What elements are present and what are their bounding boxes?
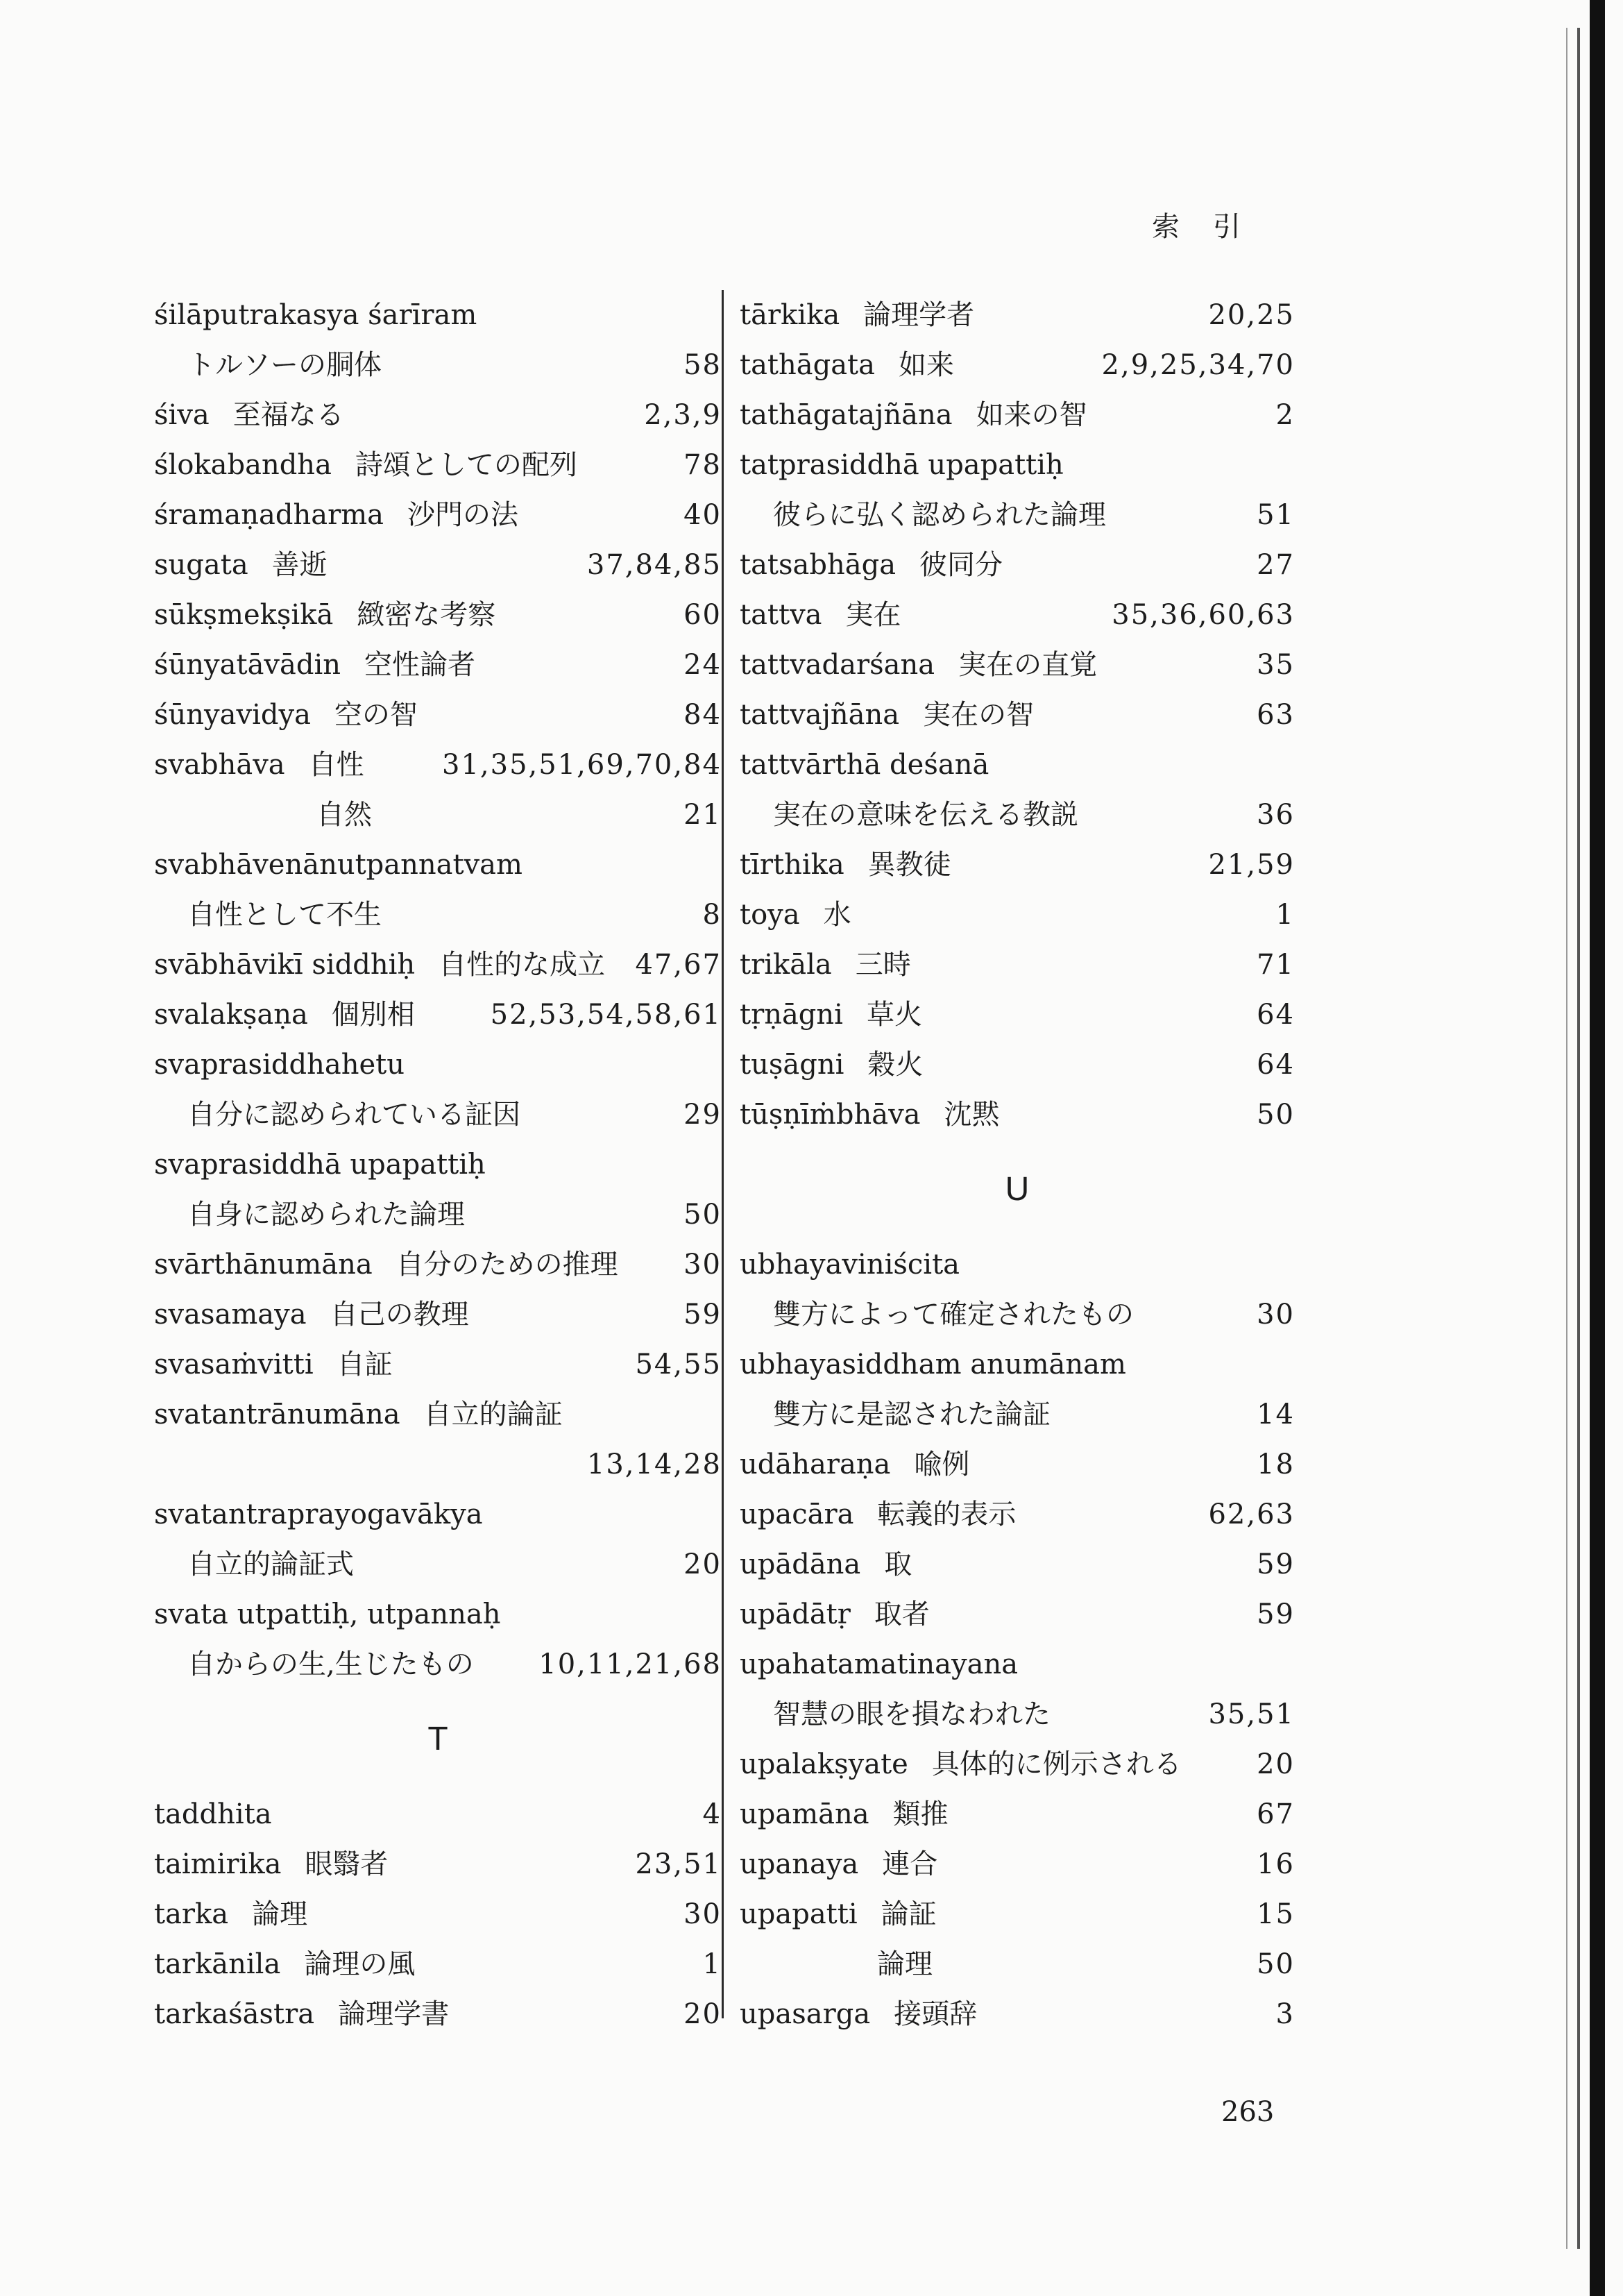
index-entry [740,290,1295,340]
entry-term: upādātṛ [740,1598,851,1630]
entry-pages: 63 [1257,699,1295,731]
index-entry [740,840,1295,890]
entry-pages: 20 [683,1998,722,2030]
index-entry [740,990,1295,1040]
index-entry [740,1689,1295,1739]
entry-translation: 論理 [252,1898,308,1930]
index-entry [154,1989,722,2039]
entry-translation: 論理学者 [863,299,975,331]
entry-pages: 50 [1257,1948,1295,1980]
entry-pages: 2,3,9 [644,399,722,431]
entry-translation: 論理 [877,1948,933,1980]
scan-edge-line [1566,28,1567,2249]
entry-translation: 具体的に例示される [931,1748,1182,1780]
entry-term: svābhāvikī siddhiḥ [154,949,416,981]
entry-translation: 実在の智 [923,699,1035,731]
index-entry [740,1639,1295,1689]
entry-term: upamāna [740,1798,869,1830]
index-entry [154,740,722,790]
entry-translation: 彼同分 [919,549,1003,581]
index-entry [154,1290,722,1340]
index-entry [154,790,722,840]
entry-term: upādāna [740,1548,861,1580]
entry-pages: 54,55 [635,1349,722,1381]
entry-translation: 論理の風 [304,1948,416,1980]
entry-term: svaprasiddhā upapattiḥ [154,1149,486,1181]
entry-pages: 2 [1275,399,1295,431]
entry-pages: 24 [683,649,722,681]
entry-pages: 21 [683,799,722,831]
entry-term: svabhāva [154,749,285,781]
index-entry [154,1390,722,1440]
index-entry [154,290,722,340]
entry-pages: 2,9,25,34,70 [1101,349,1295,381]
index-entry [154,640,722,690]
entry-translation: 取者 [874,1598,930,1630]
entry-translation: 空の智 [334,699,418,731]
entry-pages: 13,14,28 [586,1449,722,1480]
entry-pages: 78 [683,449,722,481]
entry-translation: 草火 [866,999,922,1031]
index-entry [740,1440,1295,1489]
index-entry [154,440,722,490]
entry-translation: 個別相 [331,999,415,1031]
entry-term: tīrthika [740,849,844,881]
index-entry [154,340,722,390]
entry-pages: 58 [683,349,722,381]
entry-translation: 実在の意味を伝える教説 [773,799,1078,831]
entry-pages: 52,53,54,58,61 [490,999,722,1031]
entry-term: taddhita [154,1798,272,1830]
entry-term: svasaṁvitti [154,1349,314,1381]
entry-translation: 雙方に是認された論証 [773,1399,1051,1430]
entry-translation: 自性 [308,749,364,781]
entry-pages: 10,11,21,68 [538,1648,722,1680]
entry-pages: 15 [1257,1898,1295,1930]
index-entry [154,940,722,990]
index-entry [740,1839,1295,1889]
entry-pages: 30 [683,1249,722,1281]
entry-term: svaprasiddhahetu [154,1049,405,1081]
index-entry [154,990,722,1040]
index-entry [740,1090,1295,1140]
entry-translation: 空性論者 [364,649,476,681]
entry-term: svata utpattiḥ, utpannaḥ [154,1598,501,1630]
index-entry [154,1040,722,1090]
entry-translation: 善逝 [271,549,328,581]
entry-translation: トルソーの胴体 [187,349,382,381]
index-entry [154,1489,722,1539]
entry-pages: 14 [1257,1399,1295,1430]
entry-term: tūṣṇīṁbhāva [740,1099,921,1131]
entry-term: upacāra [740,1499,854,1530]
index-entry [740,440,1295,490]
entry-pages: 50 [683,1199,722,1231]
entry-pages: 64 [1257,999,1295,1031]
entry-translation: 論証 [881,1898,937,1930]
entry-pages: 20 [1257,1748,1295,1780]
index-entry [154,1140,722,1190]
entry-translation: 自己の教理 [330,1299,469,1331]
index-entry [740,940,1295,990]
entry-pages: 59 [683,1299,722,1331]
entry-term: svārthānumāna [154,1249,373,1281]
entry-translation: 自証 [337,1349,393,1381]
index-entry [740,540,1295,590]
entry-translation: 異教徒 [867,849,951,881]
entry-translation: 自性的な成立 [439,949,606,981]
entry-translation: 実在 [845,599,901,631]
entry-translation: 取 [884,1548,912,1580]
entry-term: tṛṇāgni [740,999,843,1031]
index-entry [154,890,722,940]
entry-term: trikāla [740,949,832,981]
entry-pages: 1 [702,1948,722,1980]
entry-translation: 自分に認められている証因 [187,1099,520,1131]
entry-term: ubhayaviniścita [740,1249,960,1281]
entry-term: tatsabhāga [740,549,897,581]
entry-translation: 類推 [892,1798,949,1830]
entry-pages: 84 [683,699,722,731]
entry-term: taimirika [154,1848,282,1880]
section-letter: T [427,1721,448,1757]
index-entry [740,1589,1295,1639]
entry-pages: 21,59 [1208,849,1295,881]
index-entry [740,790,1295,840]
entry-translation: 喩例 [914,1449,970,1480]
entry-term: ślokabandha [154,449,332,481]
index-entry [740,740,1295,790]
index-entry [740,640,1295,690]
entry-term: śūnyatāvādin [154,649,341,681]
entry-translation: 自身に認められた論理 [187,1199,465,1231]
entry-term: tatprasiddhā upapattiḥ [740,449,1064,481]
entry-translation: 三時 [855,949,911,981]
entry-pages: 3 [1275,1998,1295,2030]
entry-term: tathāgatajñāna [740,399,953,431]
entry-pages: 59 [1257,1548,1295,1580]
entry-term: śiva [154,399,210,431]
section-letter: U [1005,1171,1030,1208]
entry-pages: 37,84,85 [586,549,722,581]
scan-edge-line [1577,28,1580,2249]
entry-term: tattvadarśana [740,649,935,681]
index-entry [740,390,1295,440]
entry-term: upahatamatinayana [740,1648,1019,1680]
index-entry [154,390,722,440]
index-entry [154,1789,722,1839]
entry-pages: 51 [1257,499,1295,531]
index-entry [740,590,1295,640]
index-entry [740,1789,1295,1839]
entry-pages: 27 [1257,549,1295,581]
entry-term: tathāgata [740,349,875,381]
index-entry [154,690,722,740]
entry-pages: 18 [1257,1449,1295,1480]
entry-translation: 実在の直覚 [958,649,1098,681]
entry-translation: 自分のための推理 [396,1249,618,1281]
index-entry [740,1989,1295,2039]
entry-pages: 20 [683,1548,722,1580]
index-entry [740,1240,1295,1290]
index-entry [154,1589,722,1639]
entry-term: sugata [154,549,248,581]
entry-translation: 智慧の眼を損なわれた [773,1698,1051,1730]
entry-term: tārkika [740,299,840,331]
entry-translation: 至福なる [232,399,344,431]
entry-term: tattvārthā deśanā [740,749,989,781]
left-column [154,290,722,2039]
entry-term: tarkānila [154,1948,281,1980]
entry-pages: 62,63 [1208,1499,1295,1530]
index-entry [740,1489,1295,1539]
index-entry [154,490,722,540]
entry-pages: 8 [702,899,722,931]
entry-translation: 自からの生,生じたもの [187,1648,474,1680]
index-entry [740,340,1295,390]
entry-pages: 31,35,51,69,70,84 [442,749,722,781]
index-entry [740,890,1295,940]
entry-pages: 47,67 [635,949,722,981]
entry-translation: 連合 [882,1848,938,1880]
entry-pages: 4 [702,1798,722,1830]
entry-term: śilāputrakasya śarīram [154,299,477,331]
index-entry [740,1939,1295,1989]
index-entry [154,1090,722,1140]
entry-translation: 自然 [316,799,372,831]
entry-term: tarka [154,1898,229,1930]
entry-pages: 59 [1257,1598,1295,1630]
entry-translation: 沈黙 [944,1099,1000,1131]
entry-translation: 論理学書 [338,1998,450,2030]
index-entry [154,1539,722,1589]
page-number: 263 [1221,2096,1275,2128]
entry-translation: 彼らに弘く認められた論理 [773,499,1106,531]
entry-term: svatantraprayogavākya [154,1499,483,1530]
entry-pages: 67 [1257,1798,1295,1830]
entry-translation: 雙方によって確定されたもの [773,1299,1134,1331]
entry-pages: 60 [683,599,722,631]
index-entry [740,1539,1295,1589]
entry-term: sūkṣmekṣikā [154,599,334,631]
entry-term: tarkaśāstra [154,1998,315,2030]
entry-pages: 16 [1257,1848,1295,1880]
entry-translation: 自性として不生 [187,899,382,931]
index-entry [154,840,722,890]
entry-pages: 29 [683,1099,722,1131]
entry-term: tattva [740,599,822,631]
entry-term: svalakṣaṇa [154,999,308,1031]
index-entry [740,1390,1295,1440]
index-entry [740,1340,1295,1390]
entry-term: śramaṇadharma [154,499,384,531]
entry-translation: 詩頌としての配列 [355,449,577,481]
entry-term: upapatti [740,1898,858,1930]
index-entry [154,1340,722,1390]
entry-pages: 30 [1257,1299,1295,1331]
column-divider [722,290,724,2018]
entry-pages: 1 [1275,899,1295,931]
index-entry [740,1739,1295,1789]
entry-translation: 自立的論証 [423,1399,563,1430]
index-entry [740,490,1295,540]
entry-term: udāharaṇa [740,1449,891,1480]
index-entry [154,540,722,590]
index-entry [154,1190,722,1240]
entry-translation: 眼翳者 [305,1848,389,1880]
entry-term: svabhāvenānutpannatvam [154,849,522,881]
entry-translation: 接頭辞 [894,1998,978,2030]
entry-translation: 如来 [898,349,954,381]
index-entry [154,1639,722,1689]
entry-translation: 転義的表示 [877,1499,1017,1530]
scan-edge-bar [1590,0,1605,2296]
entry-translation: 如来の智 [976,399,1087,431]
entry-term: upasarga [740,1998,871,2030]
entry-term: śūnyavidya [154,699,311,731]
entry-pages: 30 [683,1898,722,1930]
entry-pages: 35 [1257,649,1295,681]
entry-term: svasamaya [154,1299,307,1331]
entry-term: toya [740,899,800,931]
index-entry [154,1240,722,1290]
right-column [740,290,1295,2039]
index-entry [740,690,1295,740]
entry-term: tuṣāgni [740,1049,844,1081]
entry-translation: 自立的論証式 [187,1548,354,1580]
entry-translation: 穀火 [867,1049,924,1081]
index-entry [154,1440,722,1489]
page-header: 索引 [1152,211,1274,243]
index-entry [154,1939,722,1989]
index-entry [740,1290,1295,1340]
index-entry [740,1040,1295,1090]
entry-pages: 36 [1257,799,1295,831]
entry-pages: 50 [1257,1099,1295,1131]
entry-pages: 23,51 [635,1848,722,1880]
entry-pages: 64 [1257,1049,1295,1081]
entry-pages: 71 [1257,949,1295,981]
entry-translation: 沙門の法 [407,499,518,531]
entry-term: tattvajñāna [740,699,900,731]
entry-translation: 水 [823,899,851,931]
entry-pages: 20,25 [1208,299,1295,331]
entry-term: upanaya [740,1848,859,1880]
entry-pages: 35,36,60,63 [1112,599,1295,631]
entry-translation: 緻密な考察 [357,599,496,631]
entry-term: svatantrānumāna [154,1399,400,1430]
entry-pages: 35,51 [1208,1698,1295,1730]
entry-term: upalakṣyate [740,1748,908,1780]
entry-term: ubhayasiddham anumānam [740,1349,1126,1381]
index-entry [154,1839,722,1889]
entry-pages: 40 [683,499,722,531]
index-entry [740,1889,1295,1939]
index-entry [154,1889,722,1939]
index-entry [154,590,722,640]
